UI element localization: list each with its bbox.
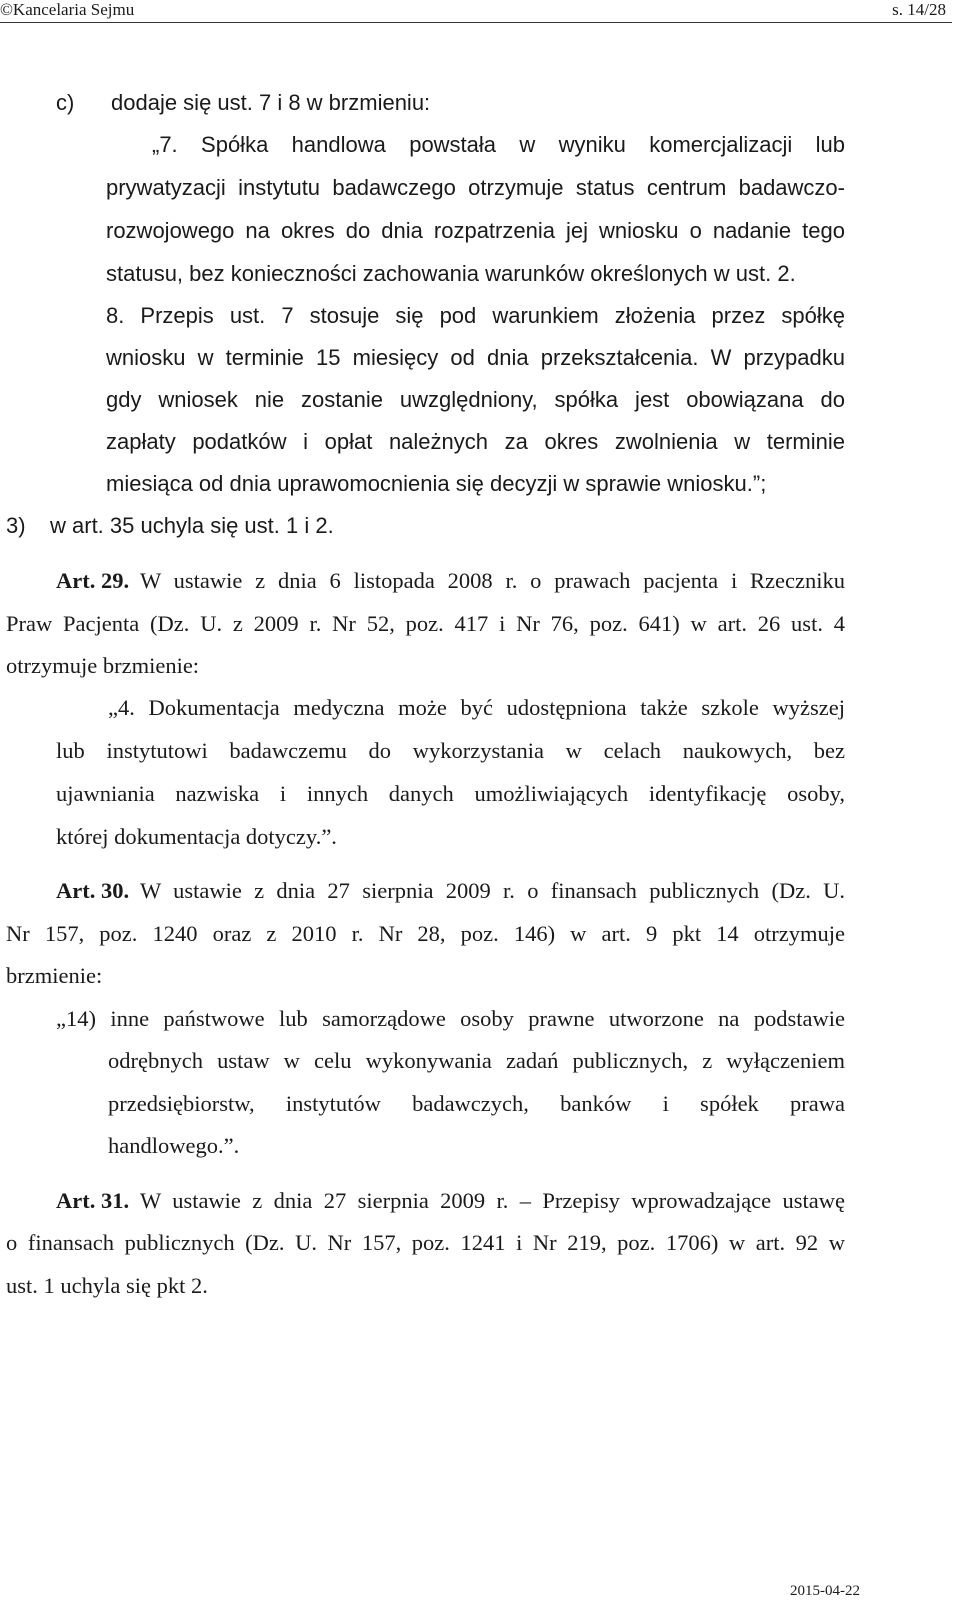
article-31-line-1 bbox=[56, 1186, 845, 1216]
body-line: handlowego.”. bbox=[108, 1133, 240, 1158]
body-line: ust. 1 uchyla się pkt 2. bbox=[6, 1273, 208, 1298]
body-line: Nr 157, poz. 1240 oraz z 2010 r. Nr 28, poz. 146) w art. 9 pkt 14 otrzymuje bbox=[6, 921, 845, 946]
article-30-text: W ustawie z dnia 27 sierpnia 2009 r. o finansach publicznych (Dz. U. bbox=[140, 878, 845, 903]
body-line: zapłaty podatków i opłat należnych za okres zwolnienia w terminie bbox=[106, 429, 845, 454]
body-line: odrębnych ustaw w celu wykonywania zadań publicznych, z wyłączeniem bbox=[108, 1048, 845, 1073]
article-29-line-1 bbox=[56, 566, 845, 596]
body-line: prywatyzacji instytutu badawczego otrzymuje status centrum badawczo- bbox=[106, 175, 845, 200]
point-c-intro: c) dodaje się ust. 7 i 8 w brzmieniu: bbox=[56, 90, 431, 115]
article-31-label: Art. 31. bbox=[56, 1188, 130, 1213]
copyright-notice: ©Kancelaria Sejmu bbox=[0, 0, 135, 19]
body-line: gdy wniosek nie zostanie uwzględniony, spółka jest obowiązana do bbox=[106, 387, 845, 412]
body-line: przedsiębiorstw, instytutów badawczych, banków i spółek prawa bbox=[108, 1091, 845, 1116]
article-29-label: Art. 29. bbox=[56, 568, 130, 593]
article-29-text: W ustawie z dnia 6 listopada 2008 r. o prawach pacjenta i Rzeczniku bbox=[140, 568, 845, 593]
page-number: s. 14/28 bbox=[892, 0, 946, 19]
body-line: ujawniania nazwiska i innych danych umożliwiających identyfikację osoby, bbox=[56, 781, 845, 806]
body-line: 8. Przepis ust. 7 stosuje się pod warunkiem złożenia przez spółkę bbox=[106, 303, 845, 328]
point-3: 3) w art. 35 uchyla się ust. 1 i 2. bbox=[6, 513, 334, 538]
body-line: o finansach publicznych (Dz. U. Nr 157, poz. 1241 i Nr 219, poz. 1706) w art. 92 w bbox=[6, 1230, 845, 1255]
body-line: rozwojowego na okres do dnia rozpatrzenia jej wniosku o nadanie tego bbox=[106, 218, 845, 243]
body-line: „4. Dokumentacja medyczna może być udostępniona także szkole wyższej bbox=[108, 695, 845, 720]
body-line: Praw Pacjenta (Dz. U. z 2009 r. Nr 52, poz. 417 i Nr 76, poz. 641) w art. 26 ust. 4 bbox=[6, 611, 845, 636]
article-30-label: Art. 30. bbox=[56, 878, 130, 903]
body-line: „7. Spółka handlowa powstała w wyniku komercjalizacji lub bbox=[152, 132, 845, 157]
page-header bbox=[0, 0, 960, 22]
body-line: wniosku w terminie 15 miesięcy od dnia przekształcenia. W przypadku bbox=[106, 345, 845, 370]
body-line: statusu, bez konieczności zachowania warunków określonych w ust. 2. bbox=[106, 261, 796, 286]
header-divider bbox=[0, 22, 952, 23]
footer-date: 2015-04-22 bbox=[790, 1583, 860, 1599]
article-31-text: W ustawie z dnia 27 sierpnia 2009 r. – Przepisy wprowadzające ustawę bbox=[140, 1188, 845, 1213]
article-30-line-1 bbox=[56, 876, 845, 906]
body-line: miesiąca od dnia uprawomocnienia się decyzji w sprawie wniosku.”; bbox=[106, 471, 767, 496]
body-line: otrzymuje brzmienie: bbox=[6, 653, 200, 678]
body-line: brzmienie: bbox=[6, 963, 103, 988]
body-line: lub instytutowi badawczemu do wykorzystania w celach naukowych, bez bbox=[56, 738, 845, 763]
body-line: której dokumentacja dotyczy.”. bbox=[56, 824, 337, 849]
body-line: „14) inne państwowe lub samorządowe osoby prawne utworzone na podstawie bbox=[56, 1006, 845, 1031]
